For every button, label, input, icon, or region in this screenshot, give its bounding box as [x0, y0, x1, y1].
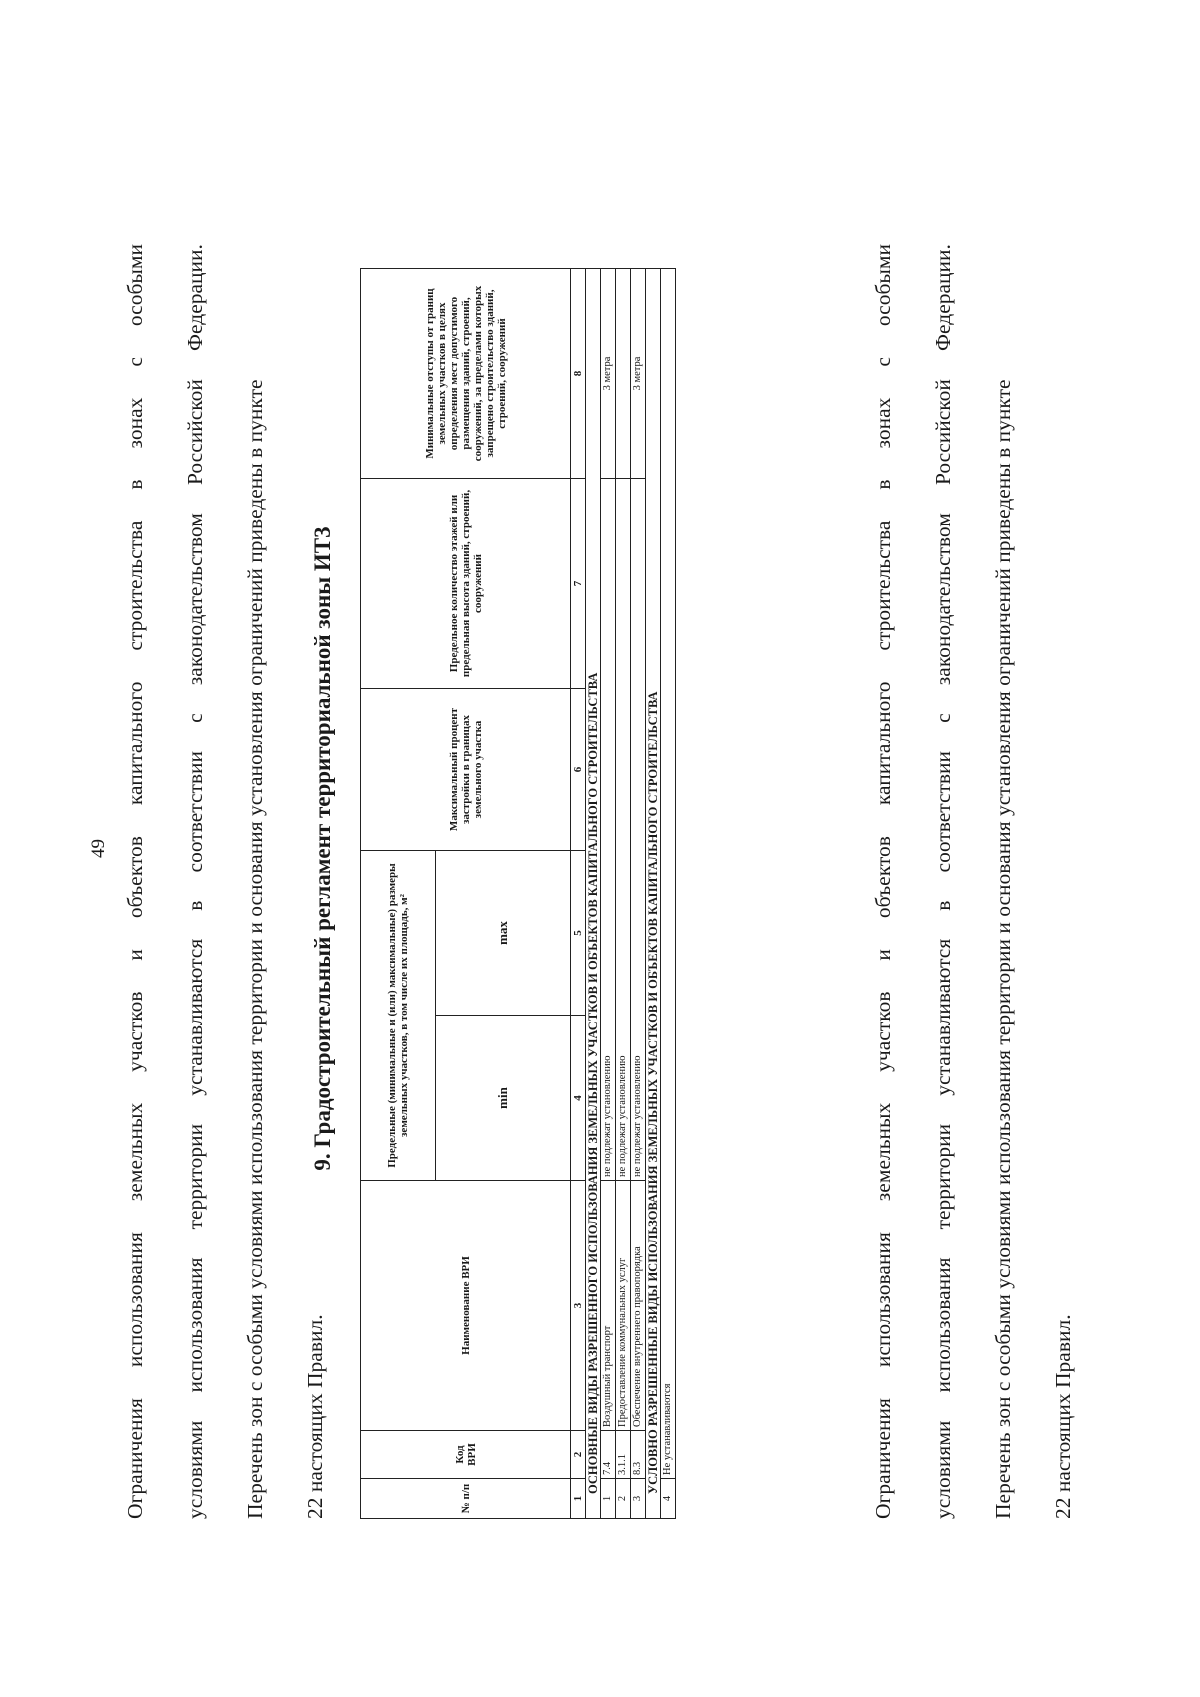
paragraph-word: особыми: [871, 244, 895, 327]
header-plot-size: Предельные (минимальные и (или) максимальные) размеры земельных участков, в том числе их площадь, м²: [361, 851, 436, 1181]
row-number: 3: [631, 1479, 646, 1519]
header-max: max: [436, 851, 571, 1016]
row-code: 3.1.1: [616, 1431, 631, 1479]
paragraph-word: с: [183, 713, 207, 723]
paragraph-word: Ограничения: [871, 1398, 895, 1519]
regulation-table: [360, 268, 676, 1519]
header-max-percent: Максимальный процент застройки в границах земельного участка: [361, 689, 571, 851]
row-size: не подлежат установлению: [616, 479, 631, 1181]
section-row-main: [586, 269, 601, 1519]
row-number: 4: [661, 1479, 676, 1519]
paragraph-line: [242, 244, 268, 1519]
paragraph-word: земельных: [871, 1102, 895, 1202]
paragraph-word: строительства: [871, 520, 895, 651]
header-max-floors: Предельное количество этажей или предельная высота зданий, строений, сооружений: [361, 479, 571, 689]
paragraph-word: использования: [183, 1257, 207, 1393]
paragraph-word: с: [123, 357, 147, 367]
column-number: 3: [571, 1181, 586, 1431]
section-title-conditional: УСЛОВНО РАЗРЕШЕННЫЕ ВИДЫ ИСПОЛЬЗОВАНИЯ ЗЕМЕЛЬНЫХ УЧАСТКОВ И ОБЪЕКТОВ КАПИТАЛЬНОГО СТРОИТЕЛЬСТВА: [646, 269, 661, 1519]
paragraph-word: и: [871, 949, 895, 961]
row-name: Воздушный транспорт: [601, 1181, 616, 1431]
paragraph-word: в: [871, 479, 895, 490]
row-conditional-text: Не устанавливаются: [661, 269, 676, 1479]
row-setback: 3 метра: [601, 269, 616, 479]
paragraph-line: [182, 244, 208, 1519]
paragraph-word: устанавливаются: [931, 938, 955, 1096]
paragraph-word: объектов: [871, 836, 895, 919]
section-title-main: ОСНОВНЫЕ ВИДЫ РАЗРЕШЕННОГО ИСПОЛЬЗОВАНИЯ ЗЕМЕЛЬНЫХ УЧАСТКОВ И ОБЪЕКТОВ КАПИТАЛЬНОГО СТРОИТЕЛЬСТВА: [586, 269, 601, 1519]
paragraph-word: Федерации.: [931, 244, 955, 351]
column-number: 4: [571, 1016, 586, 1181]
paragraph-word: территории: [183, 1123, 207, 1230]
paragraph-word: устанавливаются: [183, 938, 207, 1096]
paragraph-word: особыми: [123, 244, 147, 327]
paragraph-line: [990, 244, 1016, 1519]
table-row: [661, 269, 676, 1519]
paragraph-word: использования: [123, 1232, 147, 1368]
paragraph-word: использования: [931, 1257, 955, 1393]
column-number: 2: [571, 1431, 586, 1479]
paragraph-word: Перечень зон с особыми условиями использования территории и основания установления ограничений приведены в пункте: [991, 379, 1015, 1519]
paragraph-word: соответствии: [183, 750, 207, 873]
paragraph-word: участков: [871, 991, 895, 1072]
paragraph-word: зонах: [871, 397, 895, 449]
section-row-conditional: [646, 269, 661, 1519]
paragraph-word: условиями: [183, 1420, 207, 1519]
header-code: Код ВРИ: [361, 1431, 571, 1479]
paragraph-word: зонах: [123, 397, 147, 449]
column-number: 1: [571, 1479, 586, 1519]
row-number: 1: [601, 1479, 616, 1519]
paragraph-word: с: [931, 713, 955, 723]
column-number: 7: [571, 479, 586, 689]
column-number: 8: [571, 269, 586, 479]
paragraph-word: объектов: [123, 836, 147, 919]
paragraph-word: Ограничения: [123, 1398, 147, 1519]
row-name: Предоставление коммунальных услуг: [616, 1181, 631, 1431]
paragraph-line: [1050, 244, 1076, 1519]
row-setback: [616, 269, 631, 479]
paragraph-word: Перечень зон с особыми условиями использования территории и основания установления ограничений приведены в пункте: [243, 379, 267, 1519]
paragraph-word: 22 настоящих Правил.: [303, 1314, 327, 1519]
paragraph-word: строительства: [123, 520, 147, 651]
header-min: min: [436, 1016, 571, 1181]
paragraph-word: участков: [123, 991, 147, 1072]
paragraph-word: капитального: [871, 681, 895, 806]
paragraph-word: использования: [871, 1232, 895, 1368]
paragraph-word: в: [123, 479, 147, 490]
paragraph-word: Федерации.: [183, 244, 207, 351]
paragraph-word: в: [183, 900, 207, 911]
row-number: 2: [616, 1479, 631, 1519]
paragraph-word: Российской: [931, 379, 955, 486]
paragraph-word: капитального: [123, 681, 147, 806]
paragraph-word: в: [931, 900, 955, 911]
paragraph-word: 22 настоящих Правил.: [1051, 1314, 1075, 1519]
row-size: не подлежат установлению: [601, 479, 616, 1181]
paragraph-word: соответствии: [931, 750, 955, 873]
row-name: Обеспечение внутреннего правопорядка: [631, 1181, 646, 1431]
paragraph-word: законодательством: [183, 513, 207, 686]
header-name: Наименование ВРИ: [361, 1181, 571, 1431]
paragraph-word: условиями: [931, 1420, 955, 1519]
paragraph-word: с: [871, 357, 895, 367]
header-number: № п/п: [361, 1479, 571, 1519]
paragraph-line: [870, 244, 896, 1519]
paragraph-word: территории: [931, 1123, 955, 1230]
table-header-row: [361, 269, 436, 1519]
section-heading: 9. Градостроительный регламент территориальной зоны ИТ3: [310, 526, 335, 1171]
row-code: 8.3: [631, 1431, 646, 1479]
column-number: 6: [571, 689, 586, 851]
page-number: 49: [88, 839, 109, 858]
row-code: 7.4: [601, 1431, 616, 1479]
paragraph-word: Российской: [183, 379, 207, 486]
row-setback: 3 метра: [631, 269, 646, 479]
paragraph-line: [122, 244, 148, 1519]
paragraph-word: и: [123, 949, 147, 961]
paragraph-word: законодательством: [931, 513, 955, 686]
header-min-setback: Минимальные отступы от границ земельных участков в целях определения мест допустимого размещения зданий, строений, сооружений, за пределами которых запрещено строительство зданий, строений, сооружений: [361, 269, 571, 479]
column-number: 5: [571, 851, 586, 1016]
column-number-row: [571, 269, 586, 1519]
table-row: [631, 269, 646, 1519]
row-size: не подлежат установлению: [631, 479, 646, 1181]
table-row: [616, 269, 631, 1519]
paragraph-word: земельных: [123, 1102, 147, 1202]
paragraph-line: [930, 244, 956, 1519]
table-row: [601, 269, 616, 1519]
